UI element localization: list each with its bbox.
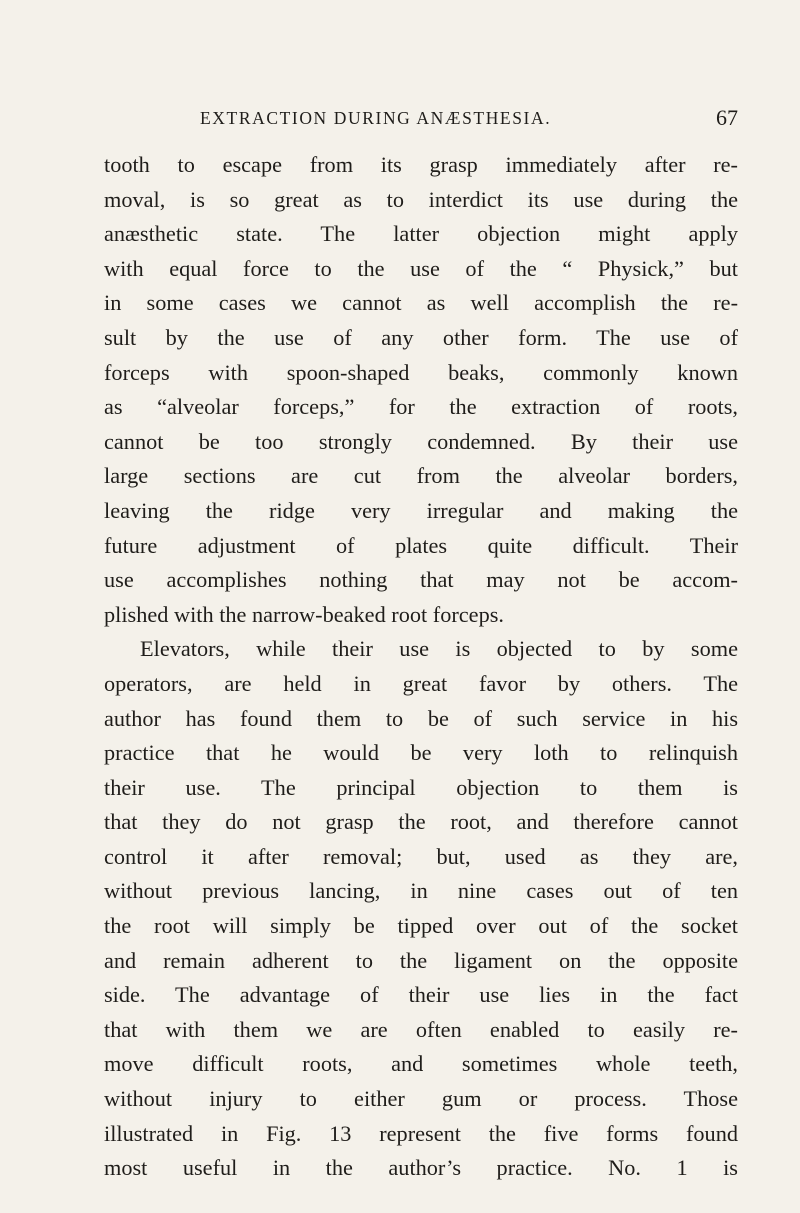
text-line: operators, are held in great favor by others. The: [104, 670, 738, 696]
text-line: that they do not grasp the root, and therefore cannot: [104, 809, 738, 835]
text-line: Elevators, while their use is objected to by some: [140, 636, 738, 662]
text-line: author has found them to be of such service in his: [104, 705, 738, 731]
text-line: forceps with spoon-shaped beaks, commonly known: [104, 359, 738, 385]
page-header: [104, 103, 738, 133]
text-line: anæsthetic state. The latter objection might apply: [104, 221, 738, 247]
text-line: the root will simply be tipped over out of the socket: [104, 913, 738, 939]
text-line: leaving the ridge very irregular and making the: [104, 497, 738, 523]
text-line: side. The advantage of their use lies in the fact: [104, 982, 738, 1008]
text-line: sult by the use of any other form. The use of: [104, 324, 738, 350]
text-line: in some cases we cannot as well accomplish the re-: [104, 290, 738, 316]
text-line: without previous lancing, in nine cases out of ten: [104, 878, 738, 904]
text-line: most useful in the author’s practice. No. 1 is: [104, 1155, 738, 1181]
text-line: practice that he would be very loth to relinquish: [104, 740, 738, 766]
running-head: EXTRACTION DURING ANÆSTHESIA.: [200, 108, 552, 128]
text-line: that with them we are often enabled to easily re-: [104, 1016, 738, 1042]
text-line: illustrated in Fig. 13 represent the five forms found: [104, 1120, 738, 1146]
text-line: and remain adherent to the ligament on the opposite: [104, 947, 738, 973]
text-line: with equal force to the use of the “ Physick,” but: [104, 255, 738, 281]
text-line: cannot be too strongly condemned. By their use: [104, 428, 738, 454]
body-text: [104, 148, 738, 1186]
text-line: their use. The principal objection to them is: [104, 774, 738, 800]
text-line: future adjustment of plates quite difficult. Their: [104, 532, 738, 558]
text-line: as “alveolar forceps,” for the extraction of roots,: [104, 394, 738, 420]
page-number: 67: [716, 105, 738, 130]
text-line: control it after removal; but, used as they are,: [104, 843, 738, 869]
text-line: without injury to either gum or process. Those: [104, 1086, 738, 1112]
text-line: tooth to escape from its grasp immediately after re-: [104, 152, 738, 177]
text-line: moval, is so great as to interdict its use during the: [104, 186, 738, 212]
text-line: move difficult roots, and sometimes whole teeth,: [104, 1051, 738, 1077]
text-line: large sections are cut from the alveolar borders,: [104, 463, 738, 489]
text-line: use accomplishes nothing that may not be accom-: [104, 567, 738, 593]
text-line: plished with the narrow-beaked root forceps.: [104, 601, 504, 627]
